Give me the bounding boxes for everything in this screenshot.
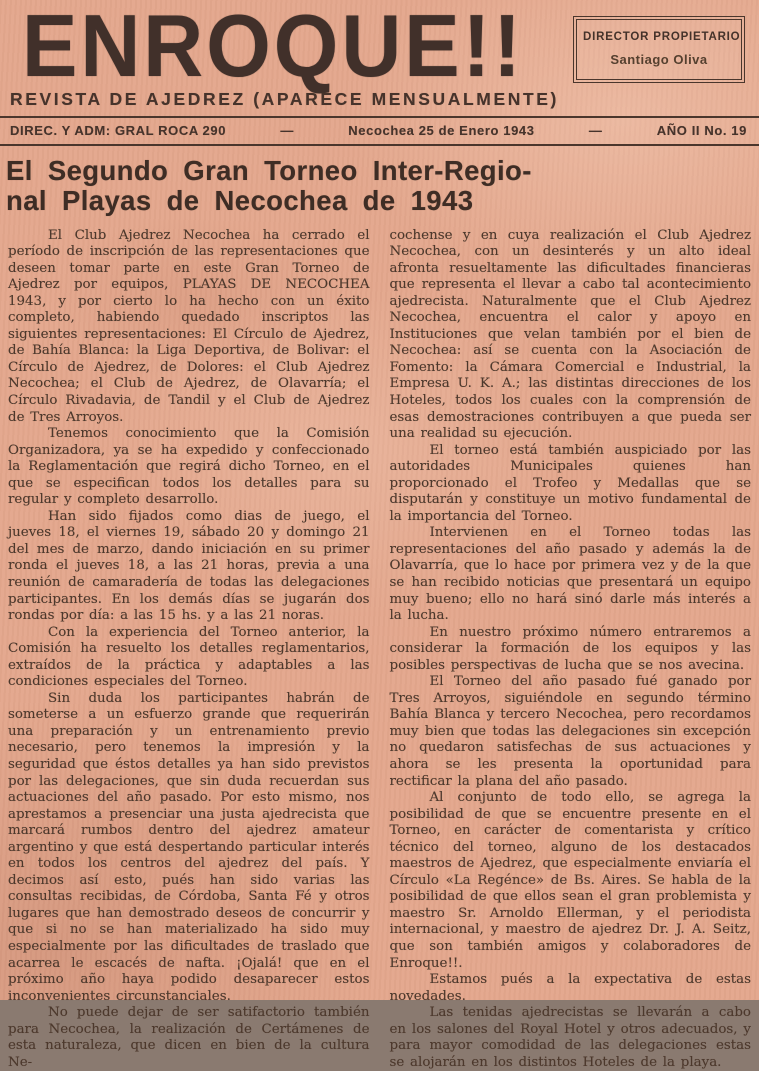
- body-paragraph: Intervienen en el Torneo todas las representaciones del año pasado y además la de Olavarría, que lo hace por primera vez y de la que se han recibido noticias que presentará un equipo muy bueno; ello no hará sinó darle más interés a la lucha.: [390, 525, 752, 624]
- body-paragraph: Al conjunto de todo ello, se agrega la posibilidad de que se encuentre presente en el Torneo, en carácter de comentarista y crítico técnico del torneo, alguno de los destacados maestros de Ajedrez, que especialmente enviaría el Círculo «La Regénce» de Bs. Aires. Se habla de la posibilidad de que ellos sean el gran problemista y maestro Sr. Arnoldo Ellerman, y el periodista internacional, y maestro de ajedrez Dr. J. A. Seitz, que son también amigos y colaboradores de Enroque!!.: [390, 790, 752, 972]
- body-paragraph: El Torneo del año pasado fué ganado por Tres Arroyos, siguiéndole en segundo término Bahía Blanca y tercero Necochea, pero recordamos muy bien que todas las delegaciones sin excepción no quedaron satisfechas de sus actuaciones y ahora se les presenta la oportunidad para rectificar la plana del año pasado.: [390, 674, 752, 790]
- body-paragraph: cochense y en cuya realización el Club Ajedrez Necochea, con un desinterés y un alto ideal afronta resueltamente las dificultades financieras que representa el llevar a cabo tal acontecimiento ajedrecista. Naturalmente que el Club Ajedrez Necochea, encuentra el calor y apoyo en Instituciones que velan también por el bien de Necochea: así se cuenta con la Asociación de Fomento: la Cámara Comercial e Industrial, la Empresa U. K. A.; las distintas direcciones de los Hoteles, todos los cuales con la comprensión de esas demostraciones contribuyen a que pueda ser una realidad su ejecución.: [390, 228, 752, 443]
- right-column: [390, 228, 752, 1071]
- body-paragraph: Tenemos conocimiento que la Comisión Organizadora, ya se ha expedido y confeccionado la Reglamentación que regirá dicho Torneo, en el que se especifican todos los detalles para su regular y completo desarrollo.: [8, 426, 370, 509]
- article-body: [0, 219, 759, 1071]
- director-name: Santiago Oliva: [583, 52, 735, 67]
- address-line: DIREC. Y ADM: GRAL ROCA 290: [10, 123, 226, 138]
- body-paragraph: El Club Ajedrez Necochea ha cerrado el período de inscripción de las representaciones que deseen tomar parte en este Gran Torneo de Ajedrez por equipos, PLAYAS DE NECOCHEA 1943, y por cierto lo ha hecho con un éxito completo, habiendo quedado inscriptos las siguientes representaciones: El Círculo de Ajedrez, de Bahía Blanca: la Liga Deportiva, de Bolivar: el Círculo de Ajedrez, de Dolores: el Club Ajedrez Necochea; el Club de Ajedrez, de Olavarría; el Círculo Rivadavia, de Tandil y el Club de Ajedrez de Tres Arroyos.: [8, 228, 370, 427]
- separator-dash: —: [589, 123, 603, 138]
- masthead: [0, 0, 759, 110]
- body-paragraph: Estamos pués a la expectativa de estas novedades.: [390, 972, 752, 1005]
- issue-info-bar: [0, 116, 759, 146]
- magazine-title: ENROQUE!!: [22, 6, 749, 87]
- article-headline: [0, 146, 759, 219]
- body-paragraph: Sin duda los participantes habrán de someterse a un esfuerzo grande que requerirán una preparación y un entrenamiento previo necesario, pero tenemos la impresión y la seguridad que éstos detalles ya han sido previstos por las delegaciones, que sin duda recuerdan sus actuaciones del año pasado. Por esto mismo, nos aprestamos a presenciar una justa ajedrecista que marcará rumbos dentro del ajedrez amateur argentino y que está despertando particular interés en todos los centros del ajedrez del país. Y decimos así esto, pués han sido varias las consultas recibidas, de Córdoba, Santa Fé y otros lugares que han demostrado deseos de concurrir y que si no se han materializado ha sido muy especialmente por las dificultades de traslado que acarrea le escacés de nafta. ¡Ojalá! que en el próximo año haya podido desaparecer estos inconvenientes circunstanciales.: [8, 691, 370, 1005]
- separator-dash: —: [280, 123, 294, 138]
- body-paragraph: No puede dejar de ser satifactorio también para Necochea, la realización de Certámenes de esta naturaleza, que dicen en bien de la cultura Ne-: [8, 1005, 370, 1071]
- issue-number: AÑO II No. 19: [657, 123, 747, 138]
- director-box: [573, 16, 745, 83]
- director-label: DIRECTOR PROPIETARIO: [583, 31, 735, 43]
- left-column: [8, 228, 370, 1071]
- body-paragraph: Han sido fijados como dias de juego, el jueves 18, el viernes 19, sábado 20 y domingo 21 del mes de marzo, dando iniciación en su primer ronda el jueves 18, a las 21 horas, previa a una reunión de camaradería de todas las delegaciones participantes. En los demás días se jugarán dos rondas por día: a las 15 hs. y a las 21 noras.: [8, 509, 370, 625]
- body-paragraph: Las tenidas ajedrecistas se llevarán a cabo en los salones del Royal Hotel y otros adecuados, y para mayor comodidad de las delegaciones estas se alojarán en los distintos Hoteles de la playa.: [390, 1005, 752, 1071]
- headline-line-1: El Segundo Gran Torneo Inter-Regio-: [6, 156, 751, 186]
- magazine-subtitle: REVISTA DE AJEDREZ (APARECE MENSUALMENTE): [10, 89, 559, 110]
- body-paragraph: Con la experiencia del Torneo anterior, la Comisión ha resuelto los detalles reglamentarios, extraídos de la práctica y adaptables a las condiciones especiales del Torneo.: [8, 625, 370, 691]
- body-paragraph: En nuestro próximo número entraremos a considerar la formación de los equipos y las posibles perspectivas de lucha que se nos avecina.: [390, 625, 752, 675]
- issue-date: Necochea 25 de Enero 1943: [348, 123, 534, 138]
- headline-line-2: nal Playas de Necochea de 1943: [6, 186, 751, 216]
- body-paragraph: El torneo está también auspiciado por las autoridades Municipales quienes han proporcionado el Trofeo y Medallas que se disputarán y constituye un motivo fundamental de la importancia del Torneo.: [390, 443, 752, 526]
